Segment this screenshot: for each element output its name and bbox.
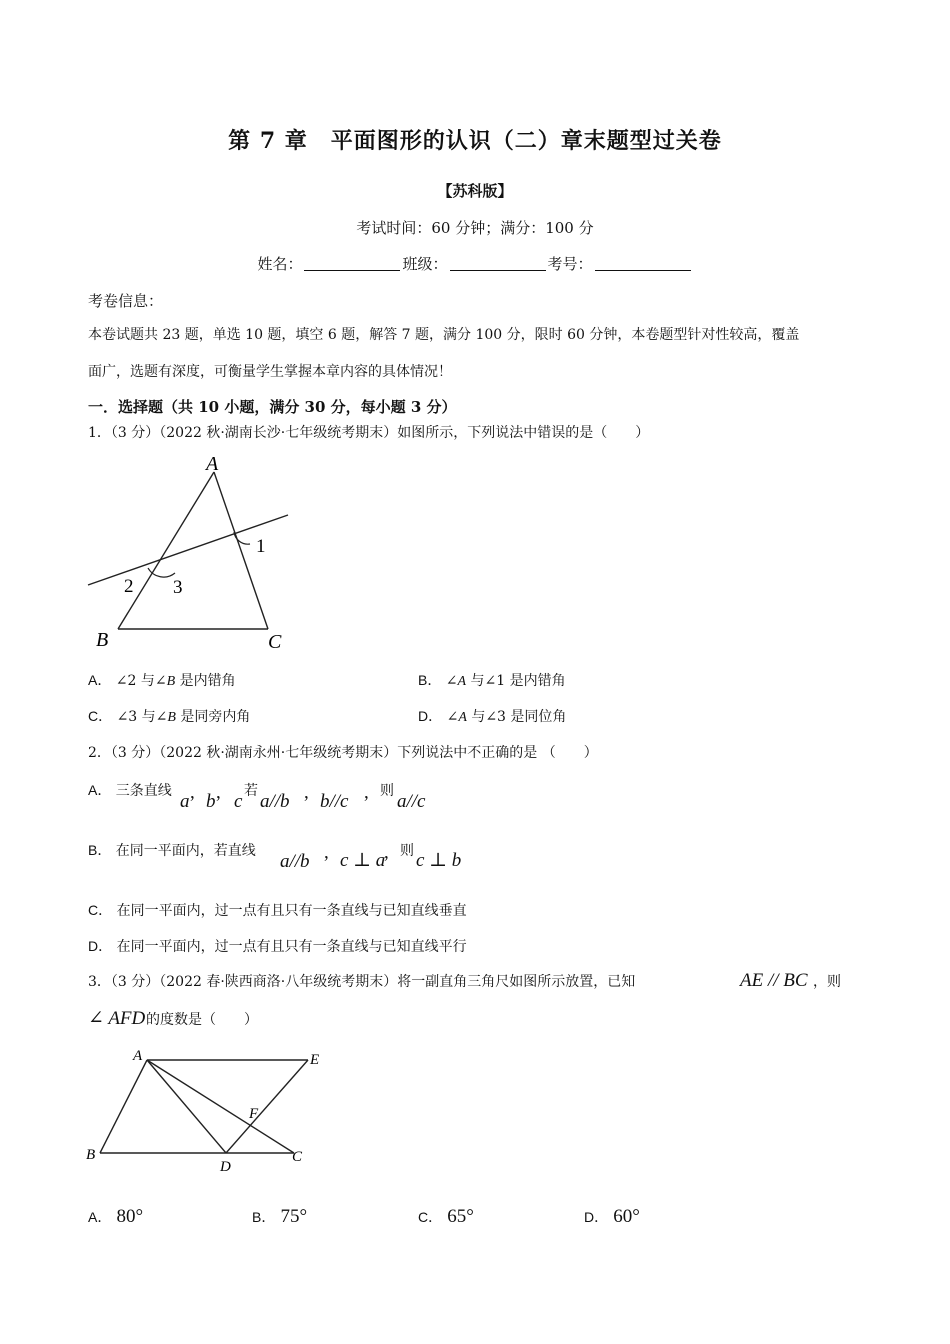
q2a-text-then: 则 [380,783,394,799]
side-ab [118,472,214,629]
info-line-2: 面广，选题有深度，可衡量学生掌握本章内容的具体情况！ [88,364,452,380]
q3-set-squares-figure [80,1040,340,1180]
label-d: D [220,1159,231,1175]
q2a-math-b: b [206,791,216,812]
q2-option-d[interactable]: D． 在同一平面内，过一点有且只有一条直线与已知直线平行 [88,938,467,955]
label-e: E [310,1052,320,1068]
q1-option-a[interactable]: A． ∠2 与∠B 是内错角 [88,672,236,689]
q3-stem-1: 3．（3 分）（2022 春·陕西商洛·八年级统考期末）将一副直角三角尺如图所示放置，已知 [88,974,636,990]
q2a-math-ac: a//c [397,791,426,812]
q3-condition: AE // BC [740,970,808,991]
class-label: 班级： [402,255,448,273]
label-c: C [268,631,282,653]
q2a-math-bc: b//c [320,791,349,812]
label-angle-1: 1 [256,536,266,557]
angle-arc-2-3 [148,568,175,577]
segment-de [226,1060,308,1153]
q1-stem: 1．（3 分）（2022 秋·湖南长沙·七年级统考期末）如图所示，下列说法中错误的是（ ） [88,425,650,441]
q2b-text-then: 则 [400,843,414,859]
student-info-row [0,253,950,274]
info-heading: 考卷信息： [88,292,164,310]
name-label: 姓名： [257,255,303,273]
label-angle-2: 2 [124,576,134,597]
info-line-1: 本卷试题共 23 题，单选 10 题，填空 6 题，解答 7 题，满分 100 分，限时 60 分钟，本卷题型针对性较高，覆盖 [88,327,800,343]
q2-option-b[interactable]: B． 在同一平面内，若直线 [88,842,256,859]
exam-no-blank[interactable] [595,255,691,271]
q2a-math-ab: a//b [260,791,290,812]
name-blank[interactable] [304,255,400,271]
q2b-math-ca: c ⊥ a [340,850,386,871]
label-b: B [96,629,109,651]
q2b-math-ab: a//b [280,851,310,872]
q2a-math-a: a [180,791,190,812]
q3-angle: ∠ AFD [88,1008,146,1029]
label-angle-3: 3 [173,577,183,598]
q3-option-d[interactable]: D． 60° [584,1206,640,1227]
label-f: F [249,1106,259,1122]
exam-no-label: 考号： [547,255,593,273]
q2-option-c[interactable]: C． 在同一平面内，过一点有且只有一条直线与已知直线垂直 [88,902,467,919]
q3-stem-2: ，则 [813,974,841,990]
q2a-text-if: 若 [244,783,258,799]
q1-option-d[interactable]: D． ∠A 与∠3 是同位角 [418,708,567,725]
q3-stem-3: 的度数是（ ） [146,1012,258,1028]
q1-option-c[interactable]: C． ∠3 与∠B 是同旁内角 [88,708,251,725]
q2a-math-c: c [234,791,243,812]
q2b-math-cb: c ⊥ b [416,850,462,871]
label-a: A [206,453,219,475]
q1-option-b[interactable]: B． ∠A 与∠1 是内错角 [418,672,566,689]
class-blank[interactable] [450,255,546,271]
segment-ab [100,1060,147,1153]
section-heading: 一．选择题（共 10 小题，满分 30 分，每小题 3 分） [88,398,457,416]
page-title: 第 7 章 平面图形的认识（二）章末题型过关卷 [228,128,722,154]
q3-option-b[interactable]: B． 75° [252,1206,308,1227]
angle-arc-1 [234,532,250,544]
q2-option-a[interactable]: A． 三条直线 [88,782,172,799]
q1-triangle-figure [80,450,310,655]
q2-stem: 2．（3 分）（2022 秋·湖南永州·七年级统考期末）下列说法中不正确的是 （ ） [88,745,598,761]
edition-label: 【苏科版】 [437,182,513,200]
label-a: A [133,1048,143,1064]
q3-option-c[interactable]: C． 65° [418,1206,474,1227]
q3-option-a[interactable]: A． 80° [88,1206,144,1227]
segment-ad [147,1060,226,1153]
label-c: C [292,1149,303,1165]
label-b: B [86,1147,96,1163]
segment-ac [147,1060,294,1153]
time-info: 考试时间：60 分钟；满分：100 分 [356,219,594,237]
